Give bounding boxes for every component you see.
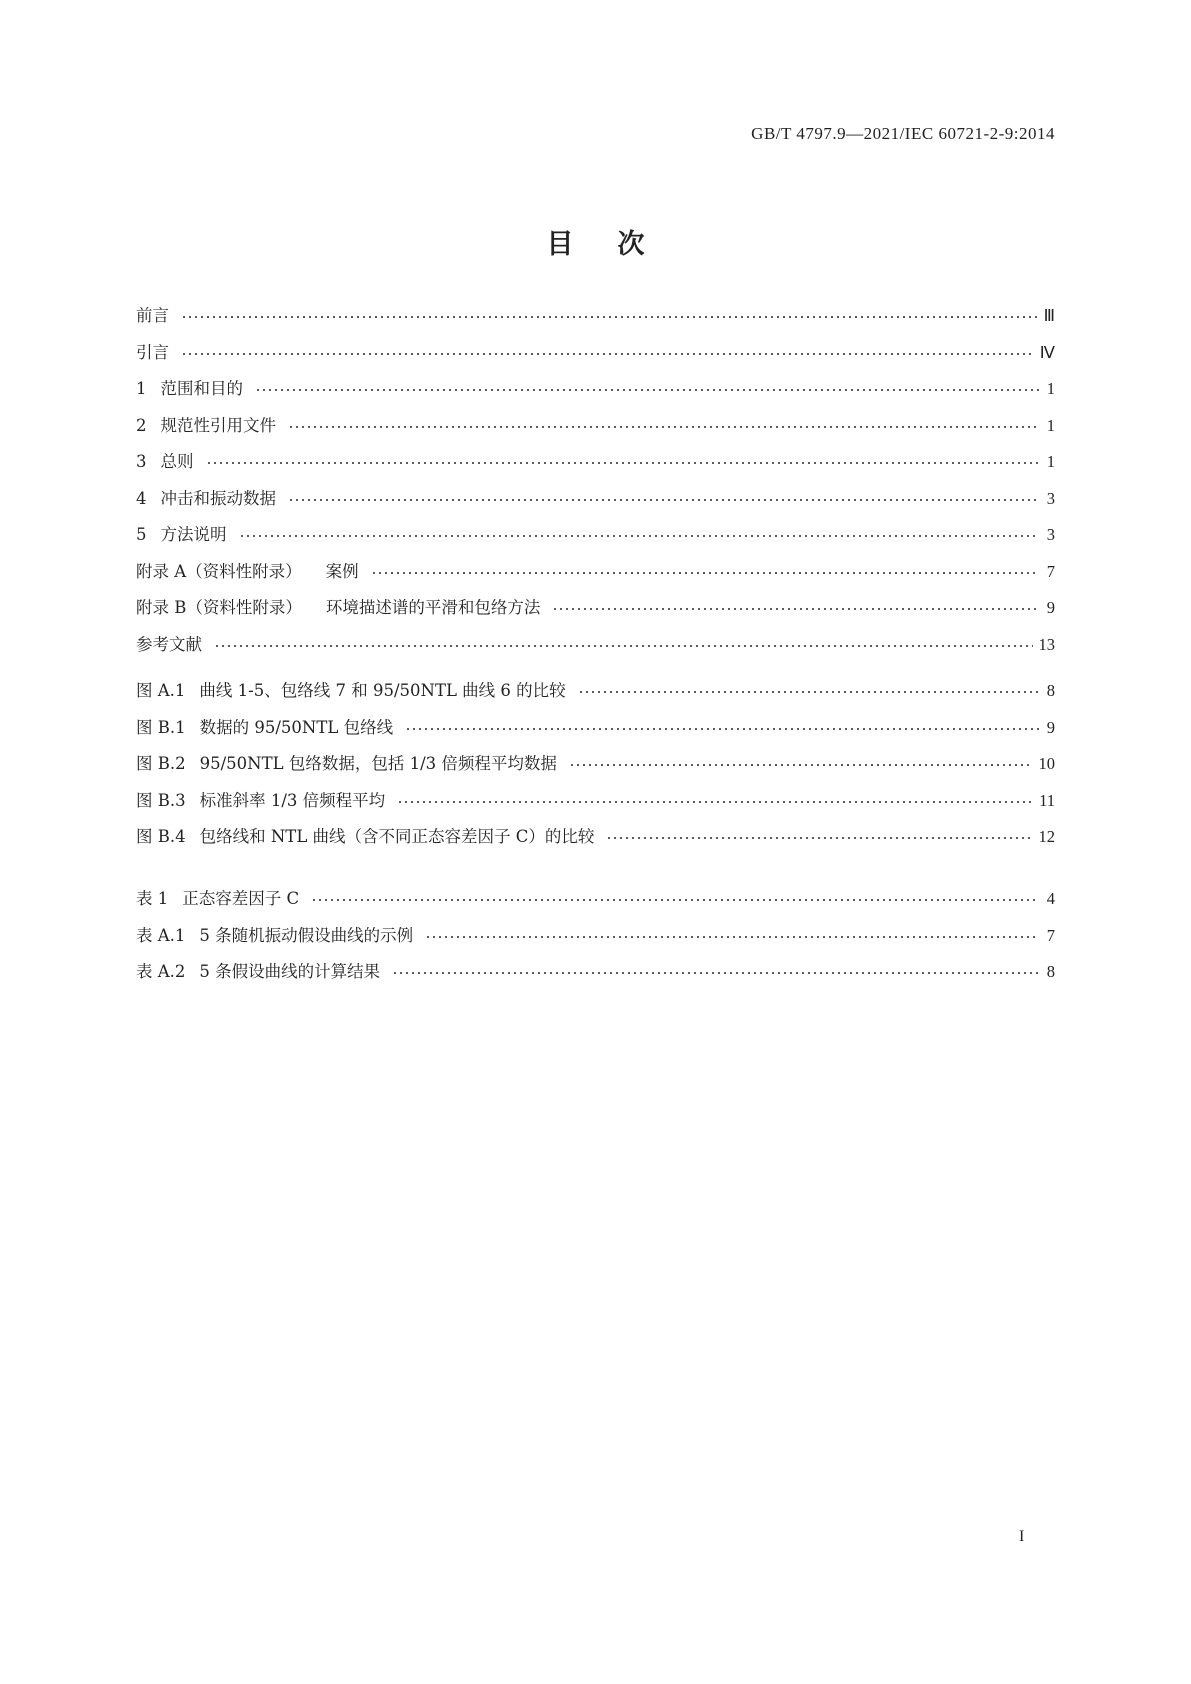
toc-entry-title: 数据的 95/50NTL 包络线 (199, 717, 394, 737)
dot-leader (371, 572, 1039, 574)
toc-entry-label (136, 444, 200, 481)
toc-entry-label (136, 298, 175, 335)
toc-tables-group (136, 881, 1055, 991)
dot-leader (569, 764, 1033, 766)
toc-entry-label (136, 590, 546, 627)
toc-entry-number: 4 (136, 488, 147, 508)
toc-entry-label (136, 554, 365, 591)
dot-leader (206, 462, 1040, 464)
dot-leader (214, 645, 1033, 647)
toc-entry[interactable] (136, 517, 1055, 554)
toc-entry-subtitle: 环境描述谱的平滑和包络方法 (325, 598, 541, 617)
toc-entry-title: 规范性引用文件 (160, 415, 276, 435)
toc-entry-number: 5 (136, 525, 147, 544)
toc-entry-title: 正态容差因子 C (182, 889, 300, 908)
toc-entry[interactable] (136, 590, 1055, 627)
dot-leader (239, 535, 1040, 537)
toc-entry-label (136, 954, 386, 991)
toc-entry-number: 1 (136, 379, 147, 398)
toc-entry-label (136, 481, 282, 518)
toc-entry-number: 表 A.1 (136, 925, 186, 945)
dot-leader (405, 728, 1039, 730)
dot-leader (255, 389, 1039, 391)
dot-leader (392, 972, 1039, 974)
toc-entry-label (136, 783, 391, 820)
toc-entry-title: 前言 (136, 306, 169, 325)
toc-entry-number: 图 A.1 (136, 681, 186, 700)
toc-entry-number: 图 B.4 (136, 827, 186, 846)
page-number: I (1019, 1528, 1025, 1545)
toc-entry-label (136, 918, 419, 955)
page-title: 目次 (546, 229, 689, 260)
toc-entry-title: 5 条随机振动假设曲线的示例 (199, 925, 414, 945)
toc-entry-label (136, 335, 175, 372)
toc-entry-title: 冲击和振动数据 (160, 488, 276, 508)
toc-figures-group (136, 673, 1055, 856)
toc-entry-title: 标准斜率 1/3 倍频程平均 (199, 790, 386, 810)
toc-entry-title: 包络线和 NTL 曲线（含不同正态容差因子 C）的比较 (199, 827, 595, 846)
toc-entry-page: 7 (1046, 561, 1055, 581)
dot-leader (425, 936, 1039, 938)
toc-entry[interactable] (136, 298, 1055, 335)
toc-entry-page: 8 (1046, 681, 1055, 700)
toc-entry[interactable] (136, 554, 1055, 591)
toc-entry[interactable] (136, 627, 1055, 664)
toc-entry-page: 11 (1039, 790, 1055, 810)
toc-entry-title: 附录 B（资料性附录） (136, 598, 302, 617)
dot-leader (606, 837, 1032, 839)
toc-entry-title: 附录 A（资料性附录） (136, 561, 302, 581)
toc-entry-number: 表 A.2 (136, 962, 186, 981)
toc-entry-page: 3 (1046, 488, 1055, 508)
toc-entry-number: 3 (136, 452, 147, 471)
toc-entry-title: 范围和目的 (160, 379, 243, 398)
toc-entry-page: 1 (1046, 452, 1055, 471)
dot-leader (578, 691, 1039, 693)
toc-entry-title: 引言 (136, 342, 169, 362)
toc-entry-page: 9 (1046, 598, 1055, 617)
toc-entry-page: 7 (1046, 925, 1055, 945)
toc-entry-page: 1 (1046, 415, 1055, 435)
toc-entry-page: Ⅳ (1039, 342, 1055, 362)
toc-entry[interactable] (136, 481, 1055, 518)
toc-entry-label (136, 710, 399, 747)
toc-entry-number: 图 B.3 (136, 790, 186, 810)
toc-entry-label (136, 819, 600, 856)
dot-leader (288, 499, 1039, 501)
toc-entry[interactable] (136, 710, 1055, 747)
toc-entry[interactable] (136, 881, 1055, 918)
toc-main-group (136, 298, 1055, 663)
toc-entry-label (136, 881, 305, 918)
toc-entry-page: 3 (1046, 525, 1055, 544)
standard-code: GB/T 4797.9—2021/IEC 60721-2-9:2014 (751, 124, 1055, 143)
toc-entry-page: 12 (1038, 827, 1055, 846)
dot-leader (288, 426, 1039, 428)
dot-leader (552, 608, 1039, 610)
toc-entry-page: 10 (1038, 754, 1055, 773)
toc-entry-title: 曲线 1-5、包络线 7 和 95/50NTL 曲线 6 的比较 (199, 681, 566, 700)
toc-entry-label (136, 673, 572, 710)
toc-entry[interactable] (136, 746, 1055, 783)
dot-leader (181, 316, 1038, 318)
toc-entry-page: 1 (1046, 379, 1055, 398)
toc-entry[interactable] (136, 335, 1055, 372)
toc-entry-number: 图 B.2 (136, 754, 186, 773)
toc-entry-subtitle: 案例 (325, 561, 359, 581)
toc-entry-page: 8 (1046, 962, 1055, 981)
toc-entry-page: 4 (1046, 889, 1055, 908)
toc-entry[interactable] (136, 783, 1055, 820)
toc-entry-title: 95/50NTL 包络数据，包括 1/3 倍频程平均数据 (199, 754, 557, 773)
toc-entry[interactable] (136, 444, 1055, 481)
toc-entry-number: 2 (136, 415, 147, 435)
dot-leader (181, 353, 1034, 355)
toc-entry-title: 参考文献 (136, 634, 202, 654)
dot-leader (397, 801, 1033, 803)
toc-entry[interactable] (136, 371, 1055, 408)
toc-entry[interactable] (136, 819, 1055, 856)
toc-entry-title: 方法说明 (160, 525, 227, 544)
toc-entry-label (136, 627, 208, 664)
toc-entry[interactable] (136, 408, 1055, 445)
toc-entry-page: 13 (1038, 634, 1055, 654)
toc-entry-label (136, 371, 249, 408)
toc-entry-label (136, 746, 563, 783)
toc-entry-number: 表 1 (136, 889, 169, 908)
toc-entry[interactable] (136, 954, 1055, 991)
toc-entry[interactable] (136, 673, 1055, 710)
toc-entry-label (136, 408, 282, 445)
toc-entry-number: 图 B.1 (136, 717, 186, 737)
toc-entry-page: 9 (1046, 717, 1055, 737)
toc-entry-title: 总则 (160, 452, 194, 471)
dot-leader (311, 899, 1039, 901)
toc-entry-label (136, 517, 233, 554)
toc-entry-page: Ⅲ (1043, 306, 1055, 325)
toc-entry-title: 5 条假设曲线的计算结果 (199, 962, 381, 981)
toc-entry[interactable] (136, 918, 1055, 955)
